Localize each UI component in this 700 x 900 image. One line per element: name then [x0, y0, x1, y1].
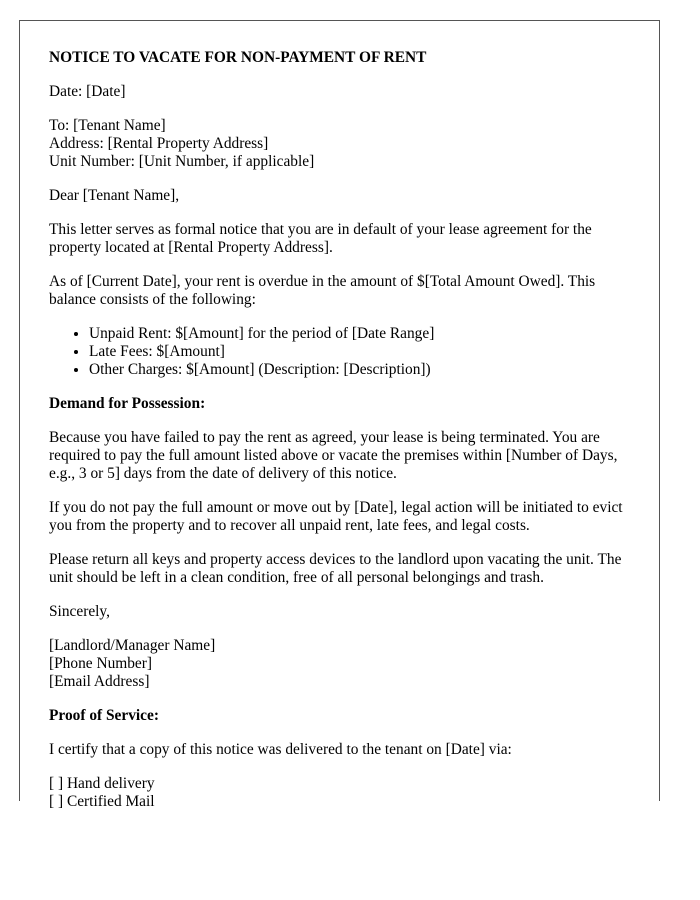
charge-item-other: • Other Charges: $[Amount] (Description: [Description])	[89, 361, 639, 379]
signature-phone: [Phone Number]	[49, 655, 153, 672]
charge-item-late-fees: • Late Fees: $[Amount]	[89, 343, 639, 361]
overdue-paragraph: As of [Current Date], your rent is overdue in the amount of $[Total Amount Owed]. This balance consists of the following:	[49, 273, 596, 308]
charge-item-unpaid-rent: • Unpaid Rent: $[Amount] for the period of [Date Range]	[89, 325, 639, 343]
keys-paragraph: Please return all keys and property access devices to the landlord upon vacating the unit. The unit should be left in a clean condition, free of all personal belongings and trash.	[49, 551, 622, 586]
certify-paragraph: I certify that a copy of this notice was delivered to the tenant on [Date] via:	[49, 741, 512, 758]
charges-list	[49, 325, 639, 379]
demand-heading: Demand for Possession:	[49, 395, 206, 412]
document-content	[49, 49, 639, 827]
legal-action-paragraph: If you do not pay the full amount or move out by [Date], legal action will be initiated to evict you from the property and to recover all unpaid rent, late fees, and legal costs.	[49, 499, 623, 534]
proof-heading: Proof of Service:	[49, 707, 159, 724]
delivery-methods	[49, 775, 639, 811]
date-line: Date: [Date]	[49, 83, 126, 100]
salutation: Dear [Tenant Name],	[49, 187, 180, 204]
closing: Sincerely,	[49, 603, 110, 620]
recipient-address: Address: [Rental Property Address]	[49, 135, 269, 152]
document-title: NOTICE TO VACATE FOR NON-PAYMENT OF RENT	[49, 49, 427, 66]
delivery-certified-mail: [ ] Certified Mail	[49, 793, 155, 810]
document-page	[19, 20, 660, 810]
demand-paragraph: Because you have failed to pay the rent as agreed, your lease is being terminated. You are required to pay the full amount listed above or vacate the premises within [Number of Days, e.g., 3 or 5] days from the date of delivery of this notice.	[49, 429, 618, 482]
recipient-unit: Unit Number: [Unit Number, if applicable]	[49, 153, 315, 170]
signature-email: [Email Address]	[49, 673, 150, 690]
signature-block	[49, 637, 639, 691]
recipient-block	[49, 117, 639, 171]
intro-paragraph: This letter serves as formal notice that you are in default of your lease agreement for the property located at [Rental Property Address].	[49, 221, 592, 256]
delivery-hand: [ ] Hand delivery	[49, 775, 155, 792]
signature-name: [Landlord/Manager Name]	[49, 637, 216, 654]
recipient-name: To: [Tenant Name]	[49, 117, 166, 134]
